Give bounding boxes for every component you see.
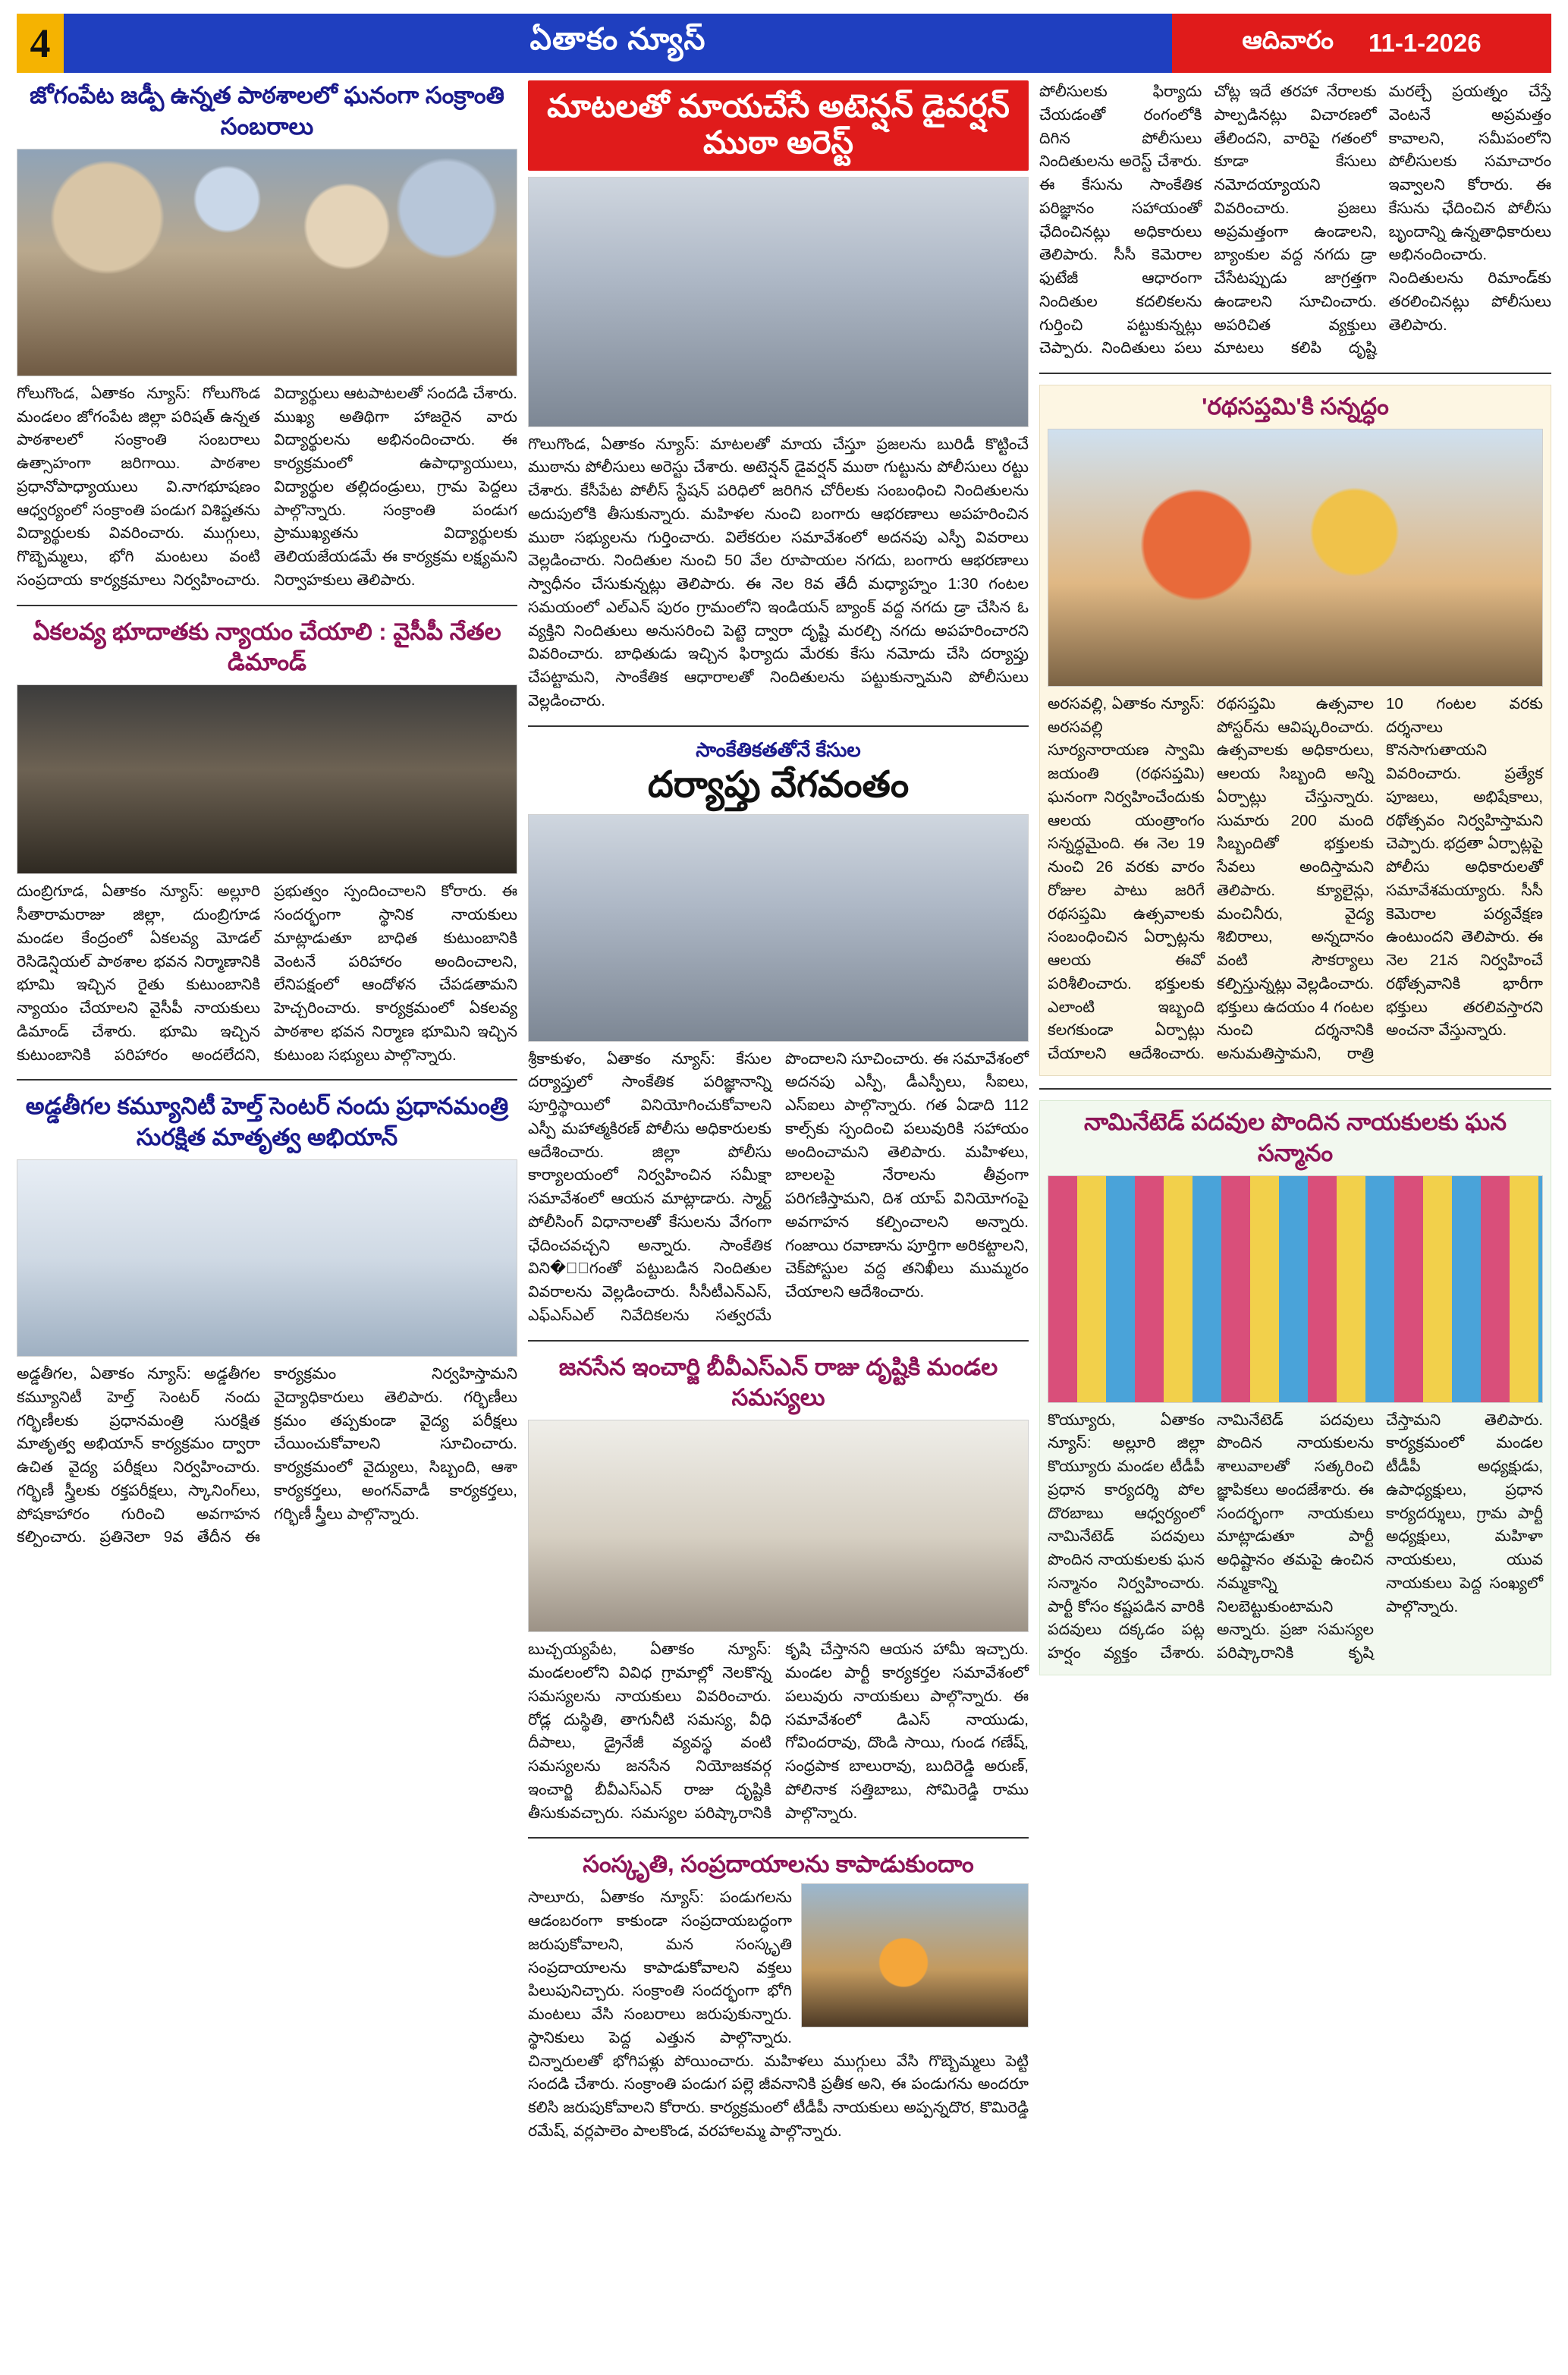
article-ekalavya-text: దుంబ్రిగూడ, ఏతాకం న్యూస్: అల్లూరి సీతారామరాజు జిల్లా, దుంబ్రిగూడ మండల కేంద్రంలో ఏకలవ్య మోడల్ రెసిడెన్షియల్ పాఠశాల భవన నిర్మాణానికి భూమి ఇచ్చిన రైతు కుటుంబానికి న్యాయం చేయాలని వైసీపీ నాయకులు డిమాండ్ చేశారు. భూమి ఇచ్చిన కుటుంబానికి పరిహారం అందలేదని, ప్రభుత్వం స్పందించాలని కోరారు. ఈ సందర్భంగా స్థానిక నాయకులు మాట్లాడుతూ బాధిత కుటుంబానికి వెంటనే పరిహారం అందించాలని, లేనిపక్షంలో ఆందోళన చేపడతామని హెచ్చరించారు. కార్యక్రమంలో ఏకలవ్య పాఠశాల భవన నిర్మాణ భూమిని ఇచ్చిన కుటుంబ సభ్యులు పాల్గొన్నారు. (17, 882, 517, 1064)
publication-title: ఏతాకం న్యూస్ (64, 14, 1172, 73)
article-investigation (528, 738, 1029, 1328)
article-arrest-continued (1039, 80, 1551, 360)
article-health-centre-text: అడ్డతీగల, ఏతాకం న్యూస్: అడ్డతీగల కమ్యూనిటీ హెల్త్ సెంటర్ నందు గర్భిణీలకు ప్రధానమంత్రి సురక్షిత మాతృత్వ అభియాన్ కార్యక్రమం ద్వారా ఉచిత వైద్య పరీక్షలు నిర్వహించారు. గర్భిణీ స్త్రీలకు రక్తపరీక్షలు, స్కానింగ్‌లు, పోషకాహారం గురించి అవగాహన కల్పించారు. ప్రతినెలా 9వ తేదీన ఈ కార్యక్రమం నిర్వహిస్తామని వైద్యాధికారులు తెలిపారు. గర్భిణీలు క్రమం తప్పకుండా వైద్య పరీక్షలు చేయించుకోవాలని సూచించారు. కార్యక్రమంలో వైద్యులు, సిబ్బంది, ఆశా కార్యకర్తలు, అంగన్‌వాడీ కార్యకర్తలు, గర్భిణీ స్త్రీలు పాల్గొన్నారు. (17, 1365, 517, 1546)
article-samskruti-headline: సంస్కృతి, సంప్రదాయాలను కాపాడుకుందాం (583, 1851, 974, 1878)
article-investigation-photo (528, 814, 1029, 1042)
article-ekalavya-photo (17, 684, 517, 874)
article-nominated-headline: నామినేటెడ్ పదవుల పొందిన నాయకులకు ఘన సన్మానం (1084, 1108, 1507, 1166)
divider-6 (1039, 373, 1551, 374)
article-jogampeta-photo-caption (17, 149, 517, 376)
article-arrest-text: గొలుగొండ, ఏతాకం న్యూస్: మాటలతో మాయ చేస్తూ ప్రజలను బురిడీ కొట్టించే ముఠాను పోలీసులు అరెస్టు చేశారు. అటెన్షన్ డైవర్షన్ ముఠా గుట్టును పోలీసులు రట్టు చేశారు. కేసీపేట పోలీస్ స్టేషన్ పరిధిలో జరిగిన చోరీలకు సంబంధించి నిందితులను అదుపులోకి తీసుకున్నారు. మహిళల నుంచి బంగారు ఆభరణాలు అపహరించిన ముఠా సభ్యులను గుర్తించారు. విలేకరుల సమావేశంలో అదనపు ఎస్పీ వివరాలు వెల్లడించారు. నిందితుల నుంచి 50 వేల రూపాయల నగదు, బంగారు ఆభరణాలు స్వాధీనం చేసుకున్నట్లు తెలిపారు. ఈ నెల 8వ తేదీ మధ్యాహ్నం 1:30 గంటల సమయంలో ఎల్‌ఎన్ పురం గ్రామంలోని ఇండియన్ బ్యాంక్ వద్ద నగదు డ్రా చేసిన ఓ వ్యక్తిని నిందితులు అనుసరించి పెట్టె ద్వారా దృష్టి మరల్చి నగదు అపహరించారని వివరించారు. బాధితుడు ఇచ్చిన ఫిర్యాదు మేరకు కేసు నమోదు చేసి దర్యాప్తు చేపట్టామని, సాంకేతిక ఆధారాలతో నిందితులను పట్టుకున్నామని పోలీసులు వెల్లడించారు. (528, 435, 1029, 709)
article-jogampeta-text: గోలుగొండ, ఏతాకం న్యూస్: గోలుగొండ మండలం జోగంపేట జిల్లా పరిషత్ ఉన్నత పాఠశాలలో సంక్రాంతి సంబరాలు ఉత్సాహంగా జరిగాయి. పాఠశాల ప్రధానోపాధ్యాయులు వి.నాగభూషణం ఆధ్వర్యంలో సంక్రాంతి పండుగ విశిష్టతను విద్యార్థులకు వివరించారు. ముగ్గులు, గొబ్బెమ్మలు, భోగి మంటలు వంటి సంప్రదాయ కార్యక్రమాలు నిర్వహించారు. విద్యార్థులు ఆటపాటలతో సందడి చేశారు. ముఖ్య అతిథిగా హాజరైన వారు విద్యార్థులను అభినందించారు. ఈ కార్యక్రమంలో ఉపాధ్యాయులు, విద్యార్థుల తల్లిదండ్రులు, గ్రామ పెద్దలు పాల్గొన్నారు. సంక్రాంతి పండుగ ప్రాముఖ్యతను విద్యార్థులకు తెలియజేయడమే ఈ కార్యక్రమ లక్ష్యమని నిర్వాహకులు తెలిపారు. (17, 384, 517, 589)
article-investigation-text: శ్రీకాకుళం, ఏతాకం న్యూస్: కేసుల దర్యాప్తులో సాంకేతిక పరిజ్ఞానాన్ని పూర్తిస్థాయిలో వినియోగించుకోవాలని ఎస్పీ మహాత్మకిరణ్ పోలీసు అధికారులకు ఆదేశించారు. జిల్లా పోలీసు కార్యాలయంలో నిర్వహించిన సమీక్షా సమావేశంలో ఆయన మాట్లాడారు. స్మార్ట్ పోలీసింగ్ విధానాలతో కేసులను వేగంగా ఛేదించవచ్చని అన్నారు. సాంకేతిక విని��ోగంతో పట్టుబడిన నిందితుల వివరాలను వెల్లడించారు. సీసీటీఎన్ఎస్, ఎఫ్ఎస్ఎల్ నివేదికలను సత్వరమే పొందాలని సూచించారు. ఈ సమావేశంలో అదనపు ఎస్పీ, డీఎస్పీలు, సీఐలు, ఎస్ఐలు పాల్గొన్నారు. గత ఏడాది 112 కాల్స్‌కు స్పందించి పలువురికి సహాయం అందించామని తెలిపారు. మహిళలు, బాలలపై నేరాలను తీవ్రంగా పరిగణిస్తామని, దిశ యాప్ వినియోగంపై అవగాహన కల్పించాలని అన్నారు. గంజాయి రవాణాను పూర్తిగా అరికట్టాలని, చెక్‌పోస్టుల వద్ద తనిఖీలు ముమ్మరం చేయాలని ఆదేశించారు. (528, 1049, 1029, 1324)
article-janasena-photo (528, 1420, 1029, 1632)
divider-5 (528, 1837, 1029, 1839)
column-right (1039, 80, 1551, 2144)
article-investigation-headline: దర్యాప్తు వేగవంతం (647, 765, 910, 806)
divider-1 (17, 605, 517, 606)
weekday-label: ఆదివారం (1242, 26, 1334, 54)
divider-7 (1039, 1088, 1551, 1090)
article-nominated-text: కొయ్యూరు, ఏతాకం న్యూస్: అల్లూరి జిల్లా కొయ్యూరు మండల టీడీపీ ప్రధాన కార్యదర్శి పోల దొరబాబు ఆధ్వర్యంలో నామినేటెడ్ పదవులు పొందిన నాయకులకు ఘన సన్మానం నిర్వహించారు. పార్టీ కోసం కష్టపడిన వారికి పదవులు దక్కడం పట్ల హర్షం వ్యక్తం చేశారు. నామినేటెడ్ పదవులు పొందిన నాయకులను శాలువాలతో సత్కరించి జ్ఞాపికలు అందజేశారు. ఈ సందర్భంగా నాయకులు మాట్లాడుతూ పార్టీ అధిష్టానం తమపై ఉంచిన నమ్మకాన్ని నిలబెట్టుకుంటామని అన్నారు. ప్రజా సమస్యల పరిష్కారానికి కృషి చేస్తామని తెలిపారు. కార్యక్రమంలో మండల టీడీపీ అధ్యక్షుడు, ఉపాధ్యక్షులు, ప్రధాన కార్యదర్శులు, గ్రామ పార్టీ అధ్యక్షులు, మహిళా నాయకులు, యువ నాయకులు పెద్ద సంఖ్యలో పాల్గొన్నారు. (1048, 1411, 1543, 1662)
article-rathasaptami-headline: 'రథసప్తమి'కి సన్నద్ధం (1202, 393, 1389, 420)
article-janasena-photo-caption (529, 1420, 1028, 1631)
article-jogampeta (17, 80, 517, 593)
divider-2 (17, 1079, 517, 1081)
divider-3 (528, 725, 1029, 727)
article-nominated-photo (1048, 1175, 1543, 1403)
article-rathasaptami-photo (1048, 429, 1543, 687)
article-janasena-text: బుచ్చయ్యపేట, ఏతాకం న్యూస్: మండలంలోని వివిధ గ్రామాల్లో నెలకొన్న సమస్యలను నాయకులు వివరించారు. రోడ్ల దుస్థితి, తాగునీటి సమస్య, వీధి దీపాలు, డ్రైనేజీ వ్యవస్థ వంటి సమస్యలను జనసేన నియోజకవర్గ ఇంచార్జి బీవీఎస్ఎన్ రాజు దృష్టికి తీసుకువచ్చారు. సమస్యల పరిష్కారానికి కృషి చేస్తానని ఆయన హామీ ఇచ్చారు. మండల పార్టీ కార్యకర్తల సమావేశంలో పలువురు నాయకులు పాల్గొన్నారు. ఈ సమావేశంలో డిఎస్ నాయుడు, గోవిందరావు, దొండి సాయి, గుండ గణేష్, సంధ్రపాక బాలురావు, బుదిరెడ్డి అరుణ్, పోలినాక సత్తిబాబు, సోమిరెడ్డి రాము పాల్గొన్నారు. (528, 1640, 1029, 1822)
article-nominated (1039, 1100, 1551, 1675)
article-arrest-photo (528, 177, 1029, 427)
article-health-centre (17, 1091, 517, 1549)
article-health-centre-headline: అడ్డతీగల కమ్యూనిటీ హెల్త్ సెంటర్ నందు ప్రధానమంత్రి సురక్షిత మాతృత్వ అభియాన్ (25, 1093, 509, 1151)
article-samskruti-photo (801, 1883, 1029, 2027)
date-label: 11-1-2026 (1368, 29, 1482, 57)
article-samskruti-photo-caption (802, 1884, 1028, 2027)
article-arrest (528, 80, 1029, 713)
page-number: 4 (17, 14, 64, 73)
masthead (17, 14, 1551, 73)
column-middle (528, 80, 1029, 2144)
article-investigation-photo-caption (529, 815, 1028, 1041)
article-jogampeta-photo (17, 149, 517, 376)
article-janasena (528, 1352, 1029, 1826)
article-samskruti (528, 1849, 1029, 2143)
column-left (17, 80, 517, 2144)
article-arrest-photo-caption (529, 178, 1028, 426)
page-body (17, 80, 1551, 2144)
date-block (1172, 14, 1551, 73)
article-janasena-headline: జనసేన ఇంచార్జి బీవీఎస్ఎన్ రాజు దృష్టికి మండల సమస్యలు (558, 1353, 998, 1411)
article-arrest-text-continued: పోలీసులకు ఫిర్యాదు చేయడంతో రంగంలోకి దిగిన పోలీసులు నిందితులను అరెస్ట్ చేశారు. ఈ కేసును సాంకేతిక పరిజ్ఞానం సహాయంతో ఛేదించినట్లు అధికారులు తెలిపారు. సీసీ కెమెరాల ఫుటేజీ ఆధారంగా నిందితుల కదలికలను గుర్తించి పట్టుకున్నట్లు చెప్పారు. నిందితులు పలు చోట్ల ఇదే తరహా నేరాలకు పాల్పడినట్లు విచారణలో తేలిందని, వారిపై గతంలో కూడా కేసులు నమోదయ్యాయని వివరించారు. ప్రజలు అప్రమత్తంగా ఉండాలని, బ్యాంకుల వద్ద నగదు డ్రా చేసేటప్పుడు జాగ్రత్తగా ఉండాలని సూచించారు. అపరిచిత వ్యక్తులు మాటలు కలిపి దృష్టి మరల్చే ప్రయత్నం చేస్తే వెంటనే అప్రమత్తం కావాలని, సమీపంలోని పోలీసులకు సమాచారం ఇవ్వాలని కోరారు. ఈ కేసును ఛేదించిన పోలీసు బృందాన్ని ఉన్నతాధికారులు అభినందించారు. నిందితులను రిమాండ్‌కు తరలించినట్లు పోలీసులు తెలిపారు. (1039, 83, 1551, 357)
divider-4 (528, 1340, 1029, 1342)
article-ekalavya (17, 617, 517, 1068)
article-arrest-banner: మాటలతో మాయచేసే అటెన్షన్ డైవర్షన్ ముఠా అరెస్ట్ (528, 80, 1029, 171)
article-samskruti-text: సాలూరు, ఏతాకం న్యూస్: పండుగలను ఆడంబరంగా కాకుండా సంప్రదాయబద్ధంగా జరుపుకోవాలని, మన సంస్కృతి సంప్రదాయాలను కాపాడుకోవాలని వక్తలు పిలుపునిచ్చారు. సంక్రాంతి సందర్భంగా భోగి మంటలు వేసి సంబరాలు జరుపుకున్నారు. స్థానికులు పెద్ద ఎత్తున పాల్గొన్నారు. చిన్నారులతో భోగిపళ్లు పోయించారు. మహిళలు ముగ్గులు వేసి గొబ్బెమ్మలు పెట్టి సందడి చేశారు. సంక్రాంతి పండుగ పల్లె జీవనానికి ప్రతీక అని, ఈ పండుగను అందరూ కలిసి జరుపుకోవాలని కోరారు. కార్యక్రమంలో టీడీపీ నాయకులు అప్పన్నదొర, కొమిరెడ్డి రమేష్, వర్లపాలెం పాలకొండ, వరహాలమ్మ పాల్గొన్నారు. (528, 1889, 1029, 2140)
article-jogampeta-headline: జోగంపేట జడ్పీ ఉన్నత పాఠశాలలో ఘనంగా సంక్రాంతి సంబరాలు (30, 82, 504, 140)
article-rathasaptami-text: అరసవల్లి, ఏతాకం న్యూస్: అరసవల్లి సూర్యనారాయణ స్వామి జయంతి (రథసప్తమి) ఘనంగా నిర్వహించేందుకు ఆలయ యంత్రాంగం సన్నద్ధమైంది. ఈ నెల 19 నుంచి 26 వరకు వారం రోజుల పాటు జరిగే రథసప్తమి ఉత్సవాలకు సంబంధించిన ఏర్పాట్లను ఆలయ ఈవో పరిశీలించారు. భక్తులకు ఎలాంటి ఇబ్బంది కలగకుండా ఏర్పాట్లు చేయాలని ఆదేశించారు. రథసప్తమి ఉత్సవాల పోస్టర్‌ను ఆవిష్కరించారు. ఉత్సవాలకు అధికారులు, ఆలయ సిబ్బంది అన్ని ఏర్పాట్లు చేస్తున్నారు. సుమారు 200 మంది సిబ్బందితో భక్తులకు సేవలు అందిస్తామని తెలిపారు. క్యూలైన్లు, మంచినీరు, వైద్య శిబిరాలు, అన్నదానం వంటి సౌకర్యాలు కల్పిస్తున్నట్లు వెల్లడించారు. భక్తులు ఉదయం 4 గంటల నుంచి దర్శనానికి అనుమతిస్తామని, రాత్రి 10 గంటల వరకు దర్శనాలు కొనసాగుతాయని వివరించారు. ప్రత్యేక పూజలు, అభిషేకాలు, రథోత్సవం నిర్వహిస్తామని చెప్పారు. భద్రతా ఏర్పాట్లపై పోలీసు అధికారులతో సమావేశమయ్యారు. సీసీ కెమెరాల పర్యవేక్షణ ఉంటుందని తెలిపారు. ఈ నెల 21న నిర్వహించే రథోత్సవానికి భారీగా భక్తులు తరలివస్తారని అంచనా వేస్తున్నారు. (1048, 694, 1543, 1063)
article-rathasaptami-photo-caption (1048, 429, 1542, 686)
article-rathasaptami (1039, 385, 1551, 1076)
article-investigation-kicker: సాంకేతికతతోనే కేసుల (696, 738, 861, 761)
article-nominated-photo-caption (1048, 1176, 1542, 1402)
article-ekalavya-headline: ఏకలవ్య భూదాతకు న్యాయం చేయాలి : వైసీపీ నేతల డిమాండ్ (33, 618, 501, 676)
article-health-centre-photo (17, 1159, 517, 1357)
